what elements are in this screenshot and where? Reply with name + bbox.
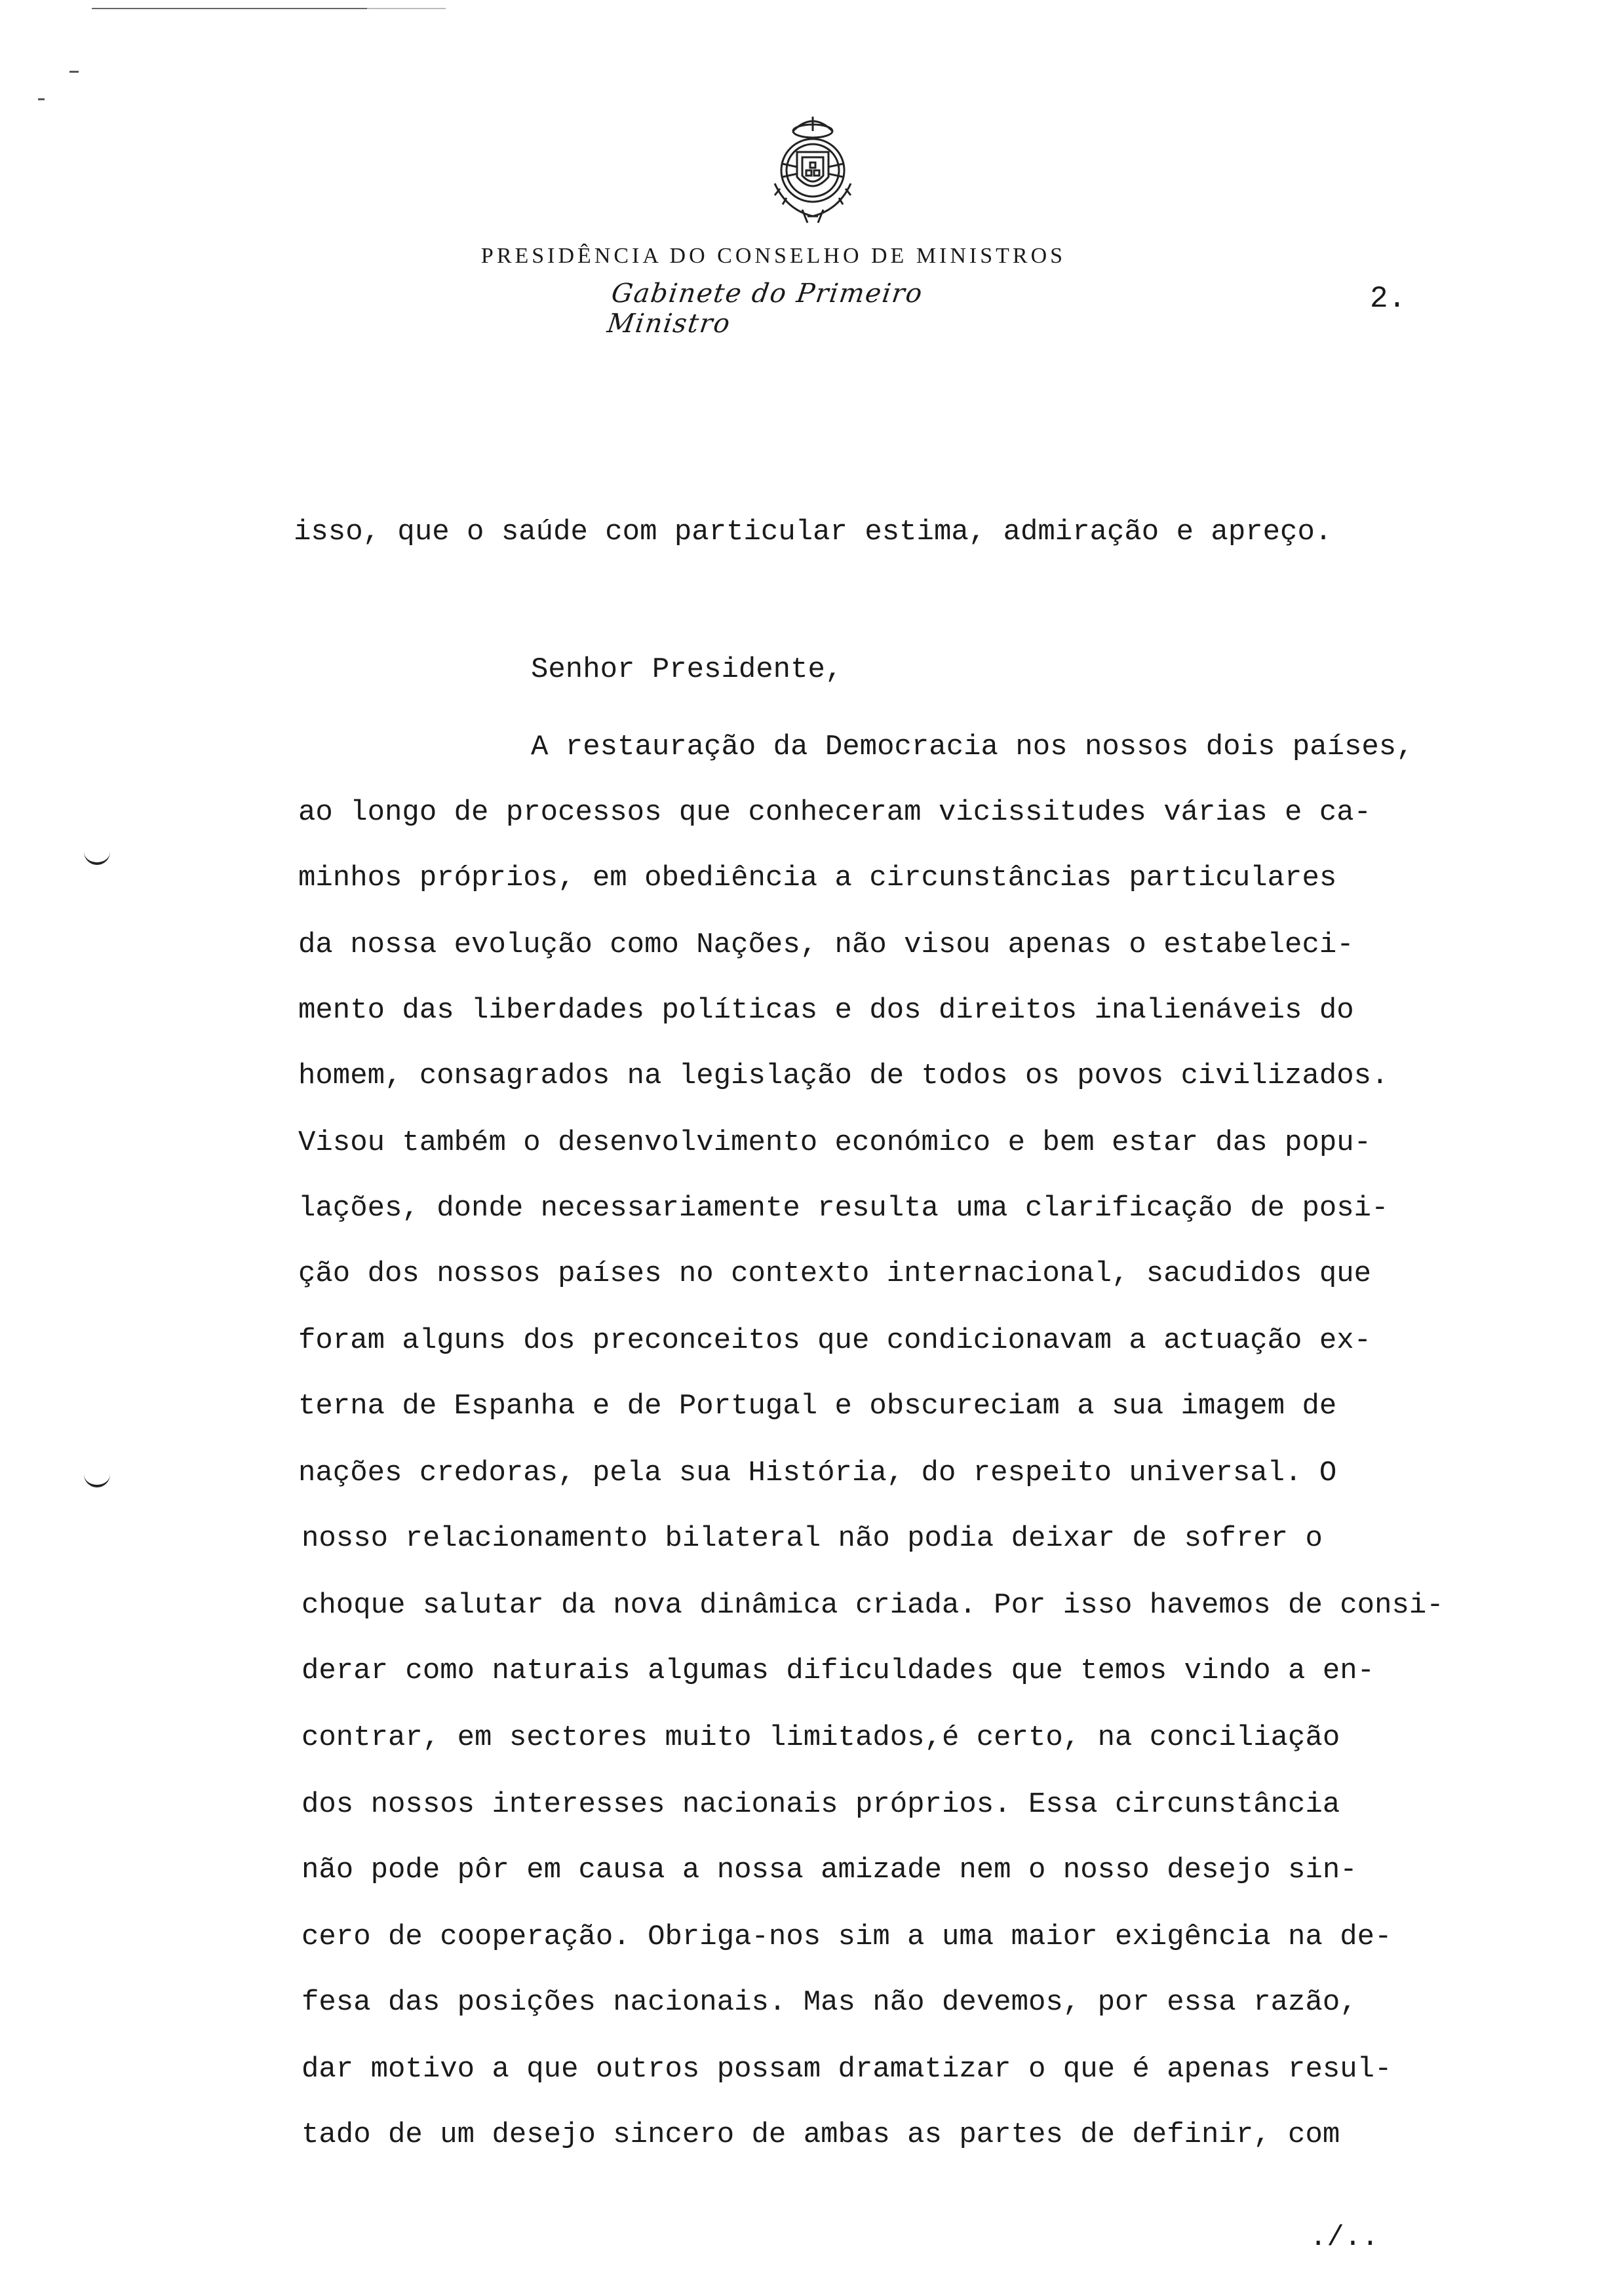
body-line: homem, consagrados na legislação de todos os povos civilizados. [298,1060,1389,1092]
coat-of-arms-icon [760,111,865,229]
institution-header: PRESIDÊNCIA DO CONSELHO DE MINISTROS [480,244,1066,268]
body-line: isso, que o saúde com particular estima, admiração e apreço. [294,516,1333,548]
margin-punch-mark [84,1474,110,1487]
body-line: tado de um desejo sincero de ambas as partes de definir, com [302,2118,1340,2151]
body-line: cero de cooperação. Obriga-nos sim a uma maior exigência na de- [302,1921,1392,1953]
body-line: contrar, em sectores muito limitados,é certo, na conciliação [302,1721,1340,1754]
body-line: A restauração da Democracia nos nossos dois países, [531,731,1414,763]
scan-artifact-line [92,8,367,9]
body-line: terna de Espanha e de Portugal e obscureciam a sua imagem de [298,1390,1337,1423]
body-line: mento das liberdades políticas e dos direitos inalienáveis do [298,994,1354,1027]
body-line: derar como naturais algumas dificuldades que temos vindo a en- [302,1655,1375,1687]
body-line: minhos próprios, em obediência a circunstâncias particulares [298,862,1337,894]
body-line: da nossa evolução como Nações, não visou apenas o estabeleci- [298,928,1354,961]
body-line: fesa das posições nacionais. Mas não devemos, por essa razão, [302,1986,1357,2019]
body-line: Visou também o desenvolvimento económico e bem estar das popu- [298,1126,1372,1159]
body-line: ção dos nossos países no contexto internacional, sacudidos que [298,1257,1372,1290]
office-signature-line: Gabinete do Primeiro Ministro [605,278,925,339]
body-line: dos nossos interesses nacionais próprios. Essa circunstância [302,1788,1340,1821]
body-line: foram alguns dos preconceitos que condicionavam a actuação ex- [298,1324,1372,1357]
page-number: 2. [1370,282,1407,316]
scan-speck [69,71,79,73]
salutation: Senhor Presidente, [531,653,843,686]
body-line: ao longo de processos que conheceram vicissitudes várias e ca- [298,796,1372,829]
body-line: dar motivo a que outros possam dramatizar o que é apenas resul- [302,2053,1392,2086]
body-line: lações, donde necessariamente resulta uma clarificação de posi- [298,1192,1389,1225]
scan-artifact-line [367,8,446,9]
continuation-mark: ./.. [1310,2221,1379,2254]
body-line: nosso relacionamento bilateral não podia deixar de sofrer o [302,1522,1323,1555]
body-line: não pode pôr em causa a nossa amizade nem o nosso desejo sin- [302,1854,1357,1886]
margin-punch-mark [84,852,110,865]
body-line: nações credoras, pela sua História, do respeito universal. O [298,1457,1337,1489]
body-line: choque salutar da nova dinâmica criada. Por isso havemos de consi- [302,1589,1444,1622]
